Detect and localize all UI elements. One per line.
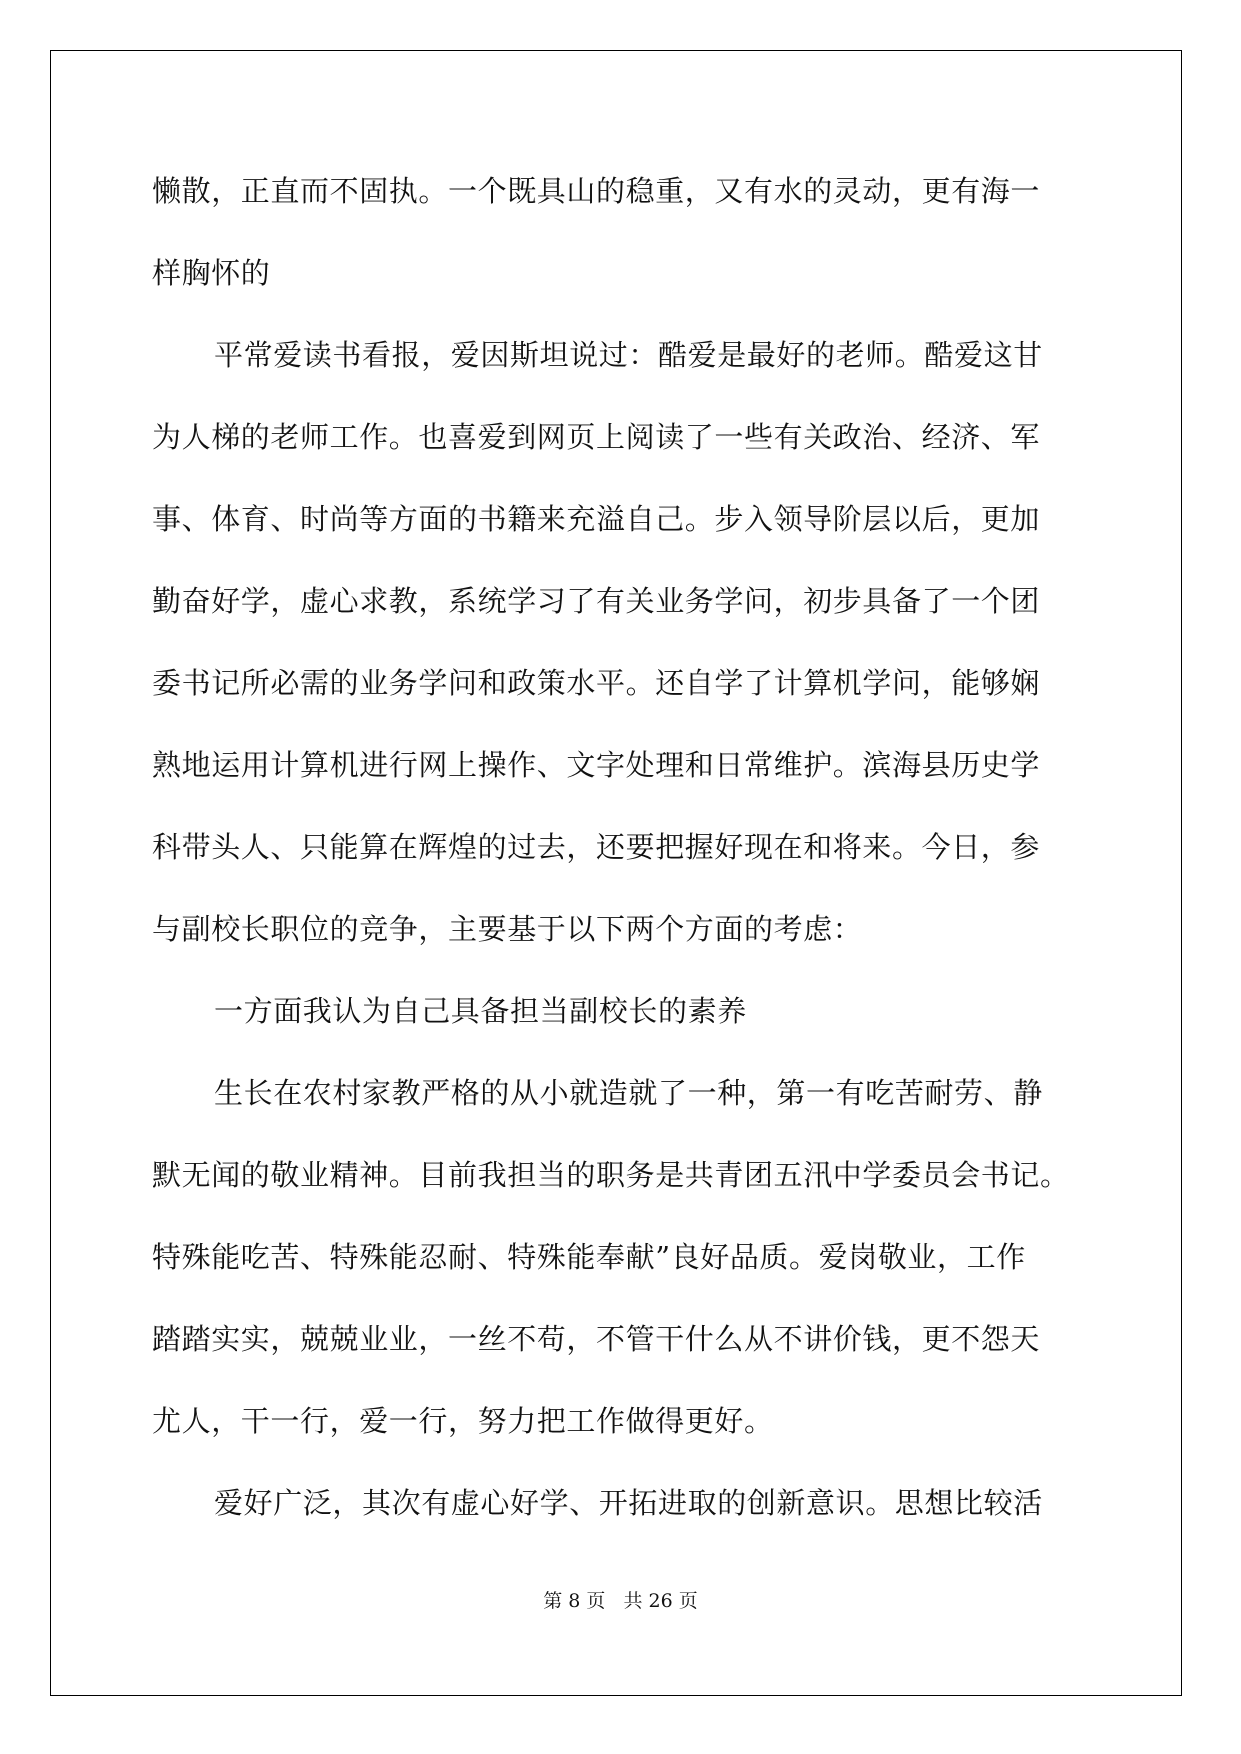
- text-line-1: 懒散，正直而不固执。一个既具山的稳重，又有水的灵动，更有海一: [152, 174, 1041, 208]
- document-body: [152, 150, 1082, 1544]
- text-line-8: 熟地运用计算机进行网上操作、文字处理和日常维护。滨海县历史学: [152, 748, 1041, 782]
- text-line-7: 委书记所必需的业务学问和政策水平。还自学了计算机学问，能够娴: [152, 666, 1041, 700]
- page-total: 共 26 页: [623, 1590, 698, 1612]
- text-line-16: 尤人，干一行，爱一行，努力把工作做得更好。: [152, 1404, 774, 1438]
- text-line-4: 为人梯的老师工作。也喜爱到网页上阅读了一些有关政治、经济、军: [152, 420, 1041, 454]
- text-line-10: 与副校长职位的竞争，主要基于以下两个方面的考虑：: [152, 912, 863, 946]
- text-line-12: 生长在农村家教严格的从小就造就了一种，第一有吃苦耐劳、静: [214, 1076, 1043, 1110]
- text-line-2: 样胸怀的: [152, 256, 271, 290]
- text-line-6: 勤奋好学，虚心求教，系统学习了有关业务学问，初步具备了一个团: [152, 584, 1041, 618]
- text-line-9: 科带头人、只能算在辉煌的过去，还要把握好现在和将来。今日，参: [152, 830, 1041, 864]
- text-line-3: 平常爱读书看报，爱因斯坦说过：酷爱是最好的老师。酷爱这甘: [214, 338, 1043, 372]
- text-line-5: 事、体育、时尚等方面的书籍来充溢自己。步入领导阶层以后，更加: [152, 502, 1041, 536]
- text-line-11: 一方面我认为自己具备担当副校长的素养: [214, 994, 747, 1028]
- page-footer: [0, 1586, 1241, 1613]
- page-number: 第 8 页: [543, 1590, 606, 1612]
- text-line-13: 默无闻的敬业精神。目前我担当的职务是共青团五汛中学委员会书记。: [152, 1158, 1070, 1192]
- text-line-14: 特殊能吃苦、特殊能忍耐、特殊能奉献”良好品质。爱岗敬业，工作: [152, 1240, 1026, 1274]
- text-line-17: 爱好广泛，其次有虚心好学、开拓进取的创新意识。思想比较活: [214, 1486, 1043, 1520]
- text-line-15: 踏踏实实，兢兢业业，一丝不苟，不管干什么从不讲价钱，更不怨天: [152, 1322, 1041, 1356]
